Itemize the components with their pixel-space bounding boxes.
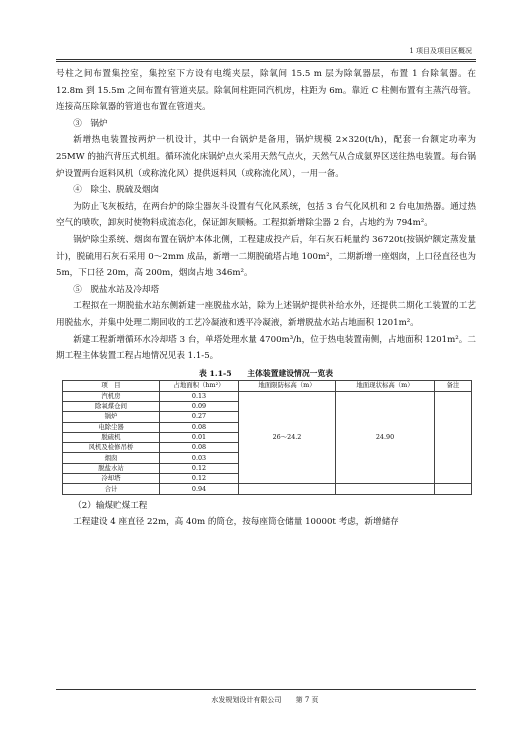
footer-page-number: 第 7 页 — [295, 696, 319, 704]
merged-design-elevation: 26～24.2 — [239, 391, 336, 484]
header-rule-thin — [56, 61, 476, 62]
table-row — [63, 391, 472, 401]
header-remark: 备注 — [435, 380, 472, 391]
paragraph-desulfurization: 锅炉除尘系统、烟囱布置在锅炉本体北侧，工程建成投产后，年石灰石耗量约 36720t(按锅炉额定蒸发量计)，脱硫用石灰石采用 0～2mm 成品，新增一二期脱硫塔占地 100m²，二期新增一座烟囱，上口径直径也为 5m，下口径 20m，高 200m，烟囱占地 346m²。 — [56, 234, 476, 279]
row-item: 冷却塔 — [63, 474, 160, 484]
table-total-row — [63, 484, 472, 494]
row-item: 电除尘器 — [63, 422, 160, 432]
row-area: 0.27 — [160, 412, 239, 422]
paragraph-coal-silo: 工程建设 4 座直径 22m，高 40m 的筒仓，按每座筒仓储量 10000t 考虑，新增储存 — [73, 517, 399, 528]
row-area: 0.13 — [160, 391, 239, 401]
paragraph-boiler: 新增热电装置按两炉一机设计，其中一台锅炉是备用，锅炉规模 2×320(t/h)，配套一台额定功率为 25MW 的抽汽背压式机组。循环流化床锅炉点火采用天然气点火，天然气从合成氨界区送往热电装置。每台锅炉设置两台返料风机（或称流化风）提供返料风（或称流化风），一用一备。 — [56, 135, 476, 179]
header-area: 占地面积（hm²） — [160, 380, 239, 391]
paragraph-desalination: 工程拟在一期脱盐水站东侧新建一座脱盐水站，除为上述锅炉提供补给水外，还提供二期化工装置的工艺用脱盐水，并集中处理二期回收的工艺冷凝液和透平冷凝液，新增脱盐水站占地面积 1201m²。 — [56, 301, 476, 328]
row-area: 0.09 — [160, 401, 239, 411]
row-item: 除氧煤仓间 — [63, 401, 160, 411]
paragraph-ash-fluidization: 为防止飞灰板结，在两台炉的除尘器灰斗设置有气化风系统，包括 3 台气化风机和 2 台电加热器。通过热空气的喷吹，卸灰时使物料成流态化，保证卸灰顺畅。工程拟新增除尘器 2 台，占地约为 794m²。 — [56, 201, 476, 229]
footer-rule — [56, 689, 476, 690]
total-label: 合计 — [63, 484, 160, 494]
row-area: 0.01 — [160, 432, 239, 442]
row-area: 0.12 — [160, 474, 239, 484]
table-caption: 表 1.1-5 主体装置建设情况一览表 — [198, 368, 334, 378]
row-area: 0.08 — [160, 443, 239, 453]
row-item: 风机及检修吊桥 — [63, 443, 160, 453]
row-item: 汽机房 — [63, 391, 160, 401]
row-area: 0.08 — [160, 422, 239, 432]
total-area: 0.94 — [160, 484, 239, 494]
row-area: 0.12 — [160, 463, 239, 473]
merged-remark — [435, 391, 472, 484]
page-body — [56, 66, 476, 531]
section-heading-boiler: ③ 锅炉 — [73, 118, 108, 129]
page-footer — [0, 695, 530, 705]
total-blank — [435, 484, 472, 494]
section-heading-dust: ④ 除尘、脱硫及烟囱 — [73, 185, 160, 196]
footer-company: 水发规划设计有限公司 — [211, 696, 282, 704]
paragraph-deaerator: 号柱之间布置集控室，集控室下方设有电缆夹层，除氧间 15.5 m 层为除氧器层，布置 1 台除氧器。在 12.8m 到 15.5m 之间布置有管道夹层。除氧间柱距同汽机房，柱距为 6m。靠近 C 柱侧布置有主蒸汽母管。连接高压除氧器的管道也布置在管道夹。 — [56, 69, 476, 113]
section-heading-coal: （2）输煤贮煤工程 — [73, 500, 148, 511]
header-rule — [56, 59, 476, 60]
row-item: 脱硫机 — [63, 432, 160, 442]
merged-current-elevation: 24.90 — [336, 391, 435, 484]
running-head: 1 项目及项目区概况 — [409, 47, 472, 55]
total-blank — [239, 484, 336, 494]
main-facility-table — [62, 380, 472, 495]
section-heading-water: ⑤ 脱盐水站及冷却塔 — [73, 284, 160, 295]
header-item: 项 目 — [63, 380, 160, 391]
row-item: 脱盐水站 — [63, 463, 160, 473]
paragraph-cooling-tower: 新建工程新增循环水冷却塔 3 台，单塔处理水量 4700m³/h，位于热电装置南侧，占地面积 1201m²。二期工程主体装置工程占地情况见表 1.1-5。 — [56, 334, 476, 362]
row-area: 0.03 — [160, 453, 239, 463]
header-design-elevation: 地面限防标高（m） — [239, 380, 336, 391]
table-header-row — [63, 380, 472, 391]
row-item: 烟囱 — [63, 453, 160, 463]
header-current-elevation: 地面现状标高（m） — [336, 380, 435, 391]
total-blank — [336, 484, 435, 494]
row-item: 锅炉 — [63, 412, 160, 422]
